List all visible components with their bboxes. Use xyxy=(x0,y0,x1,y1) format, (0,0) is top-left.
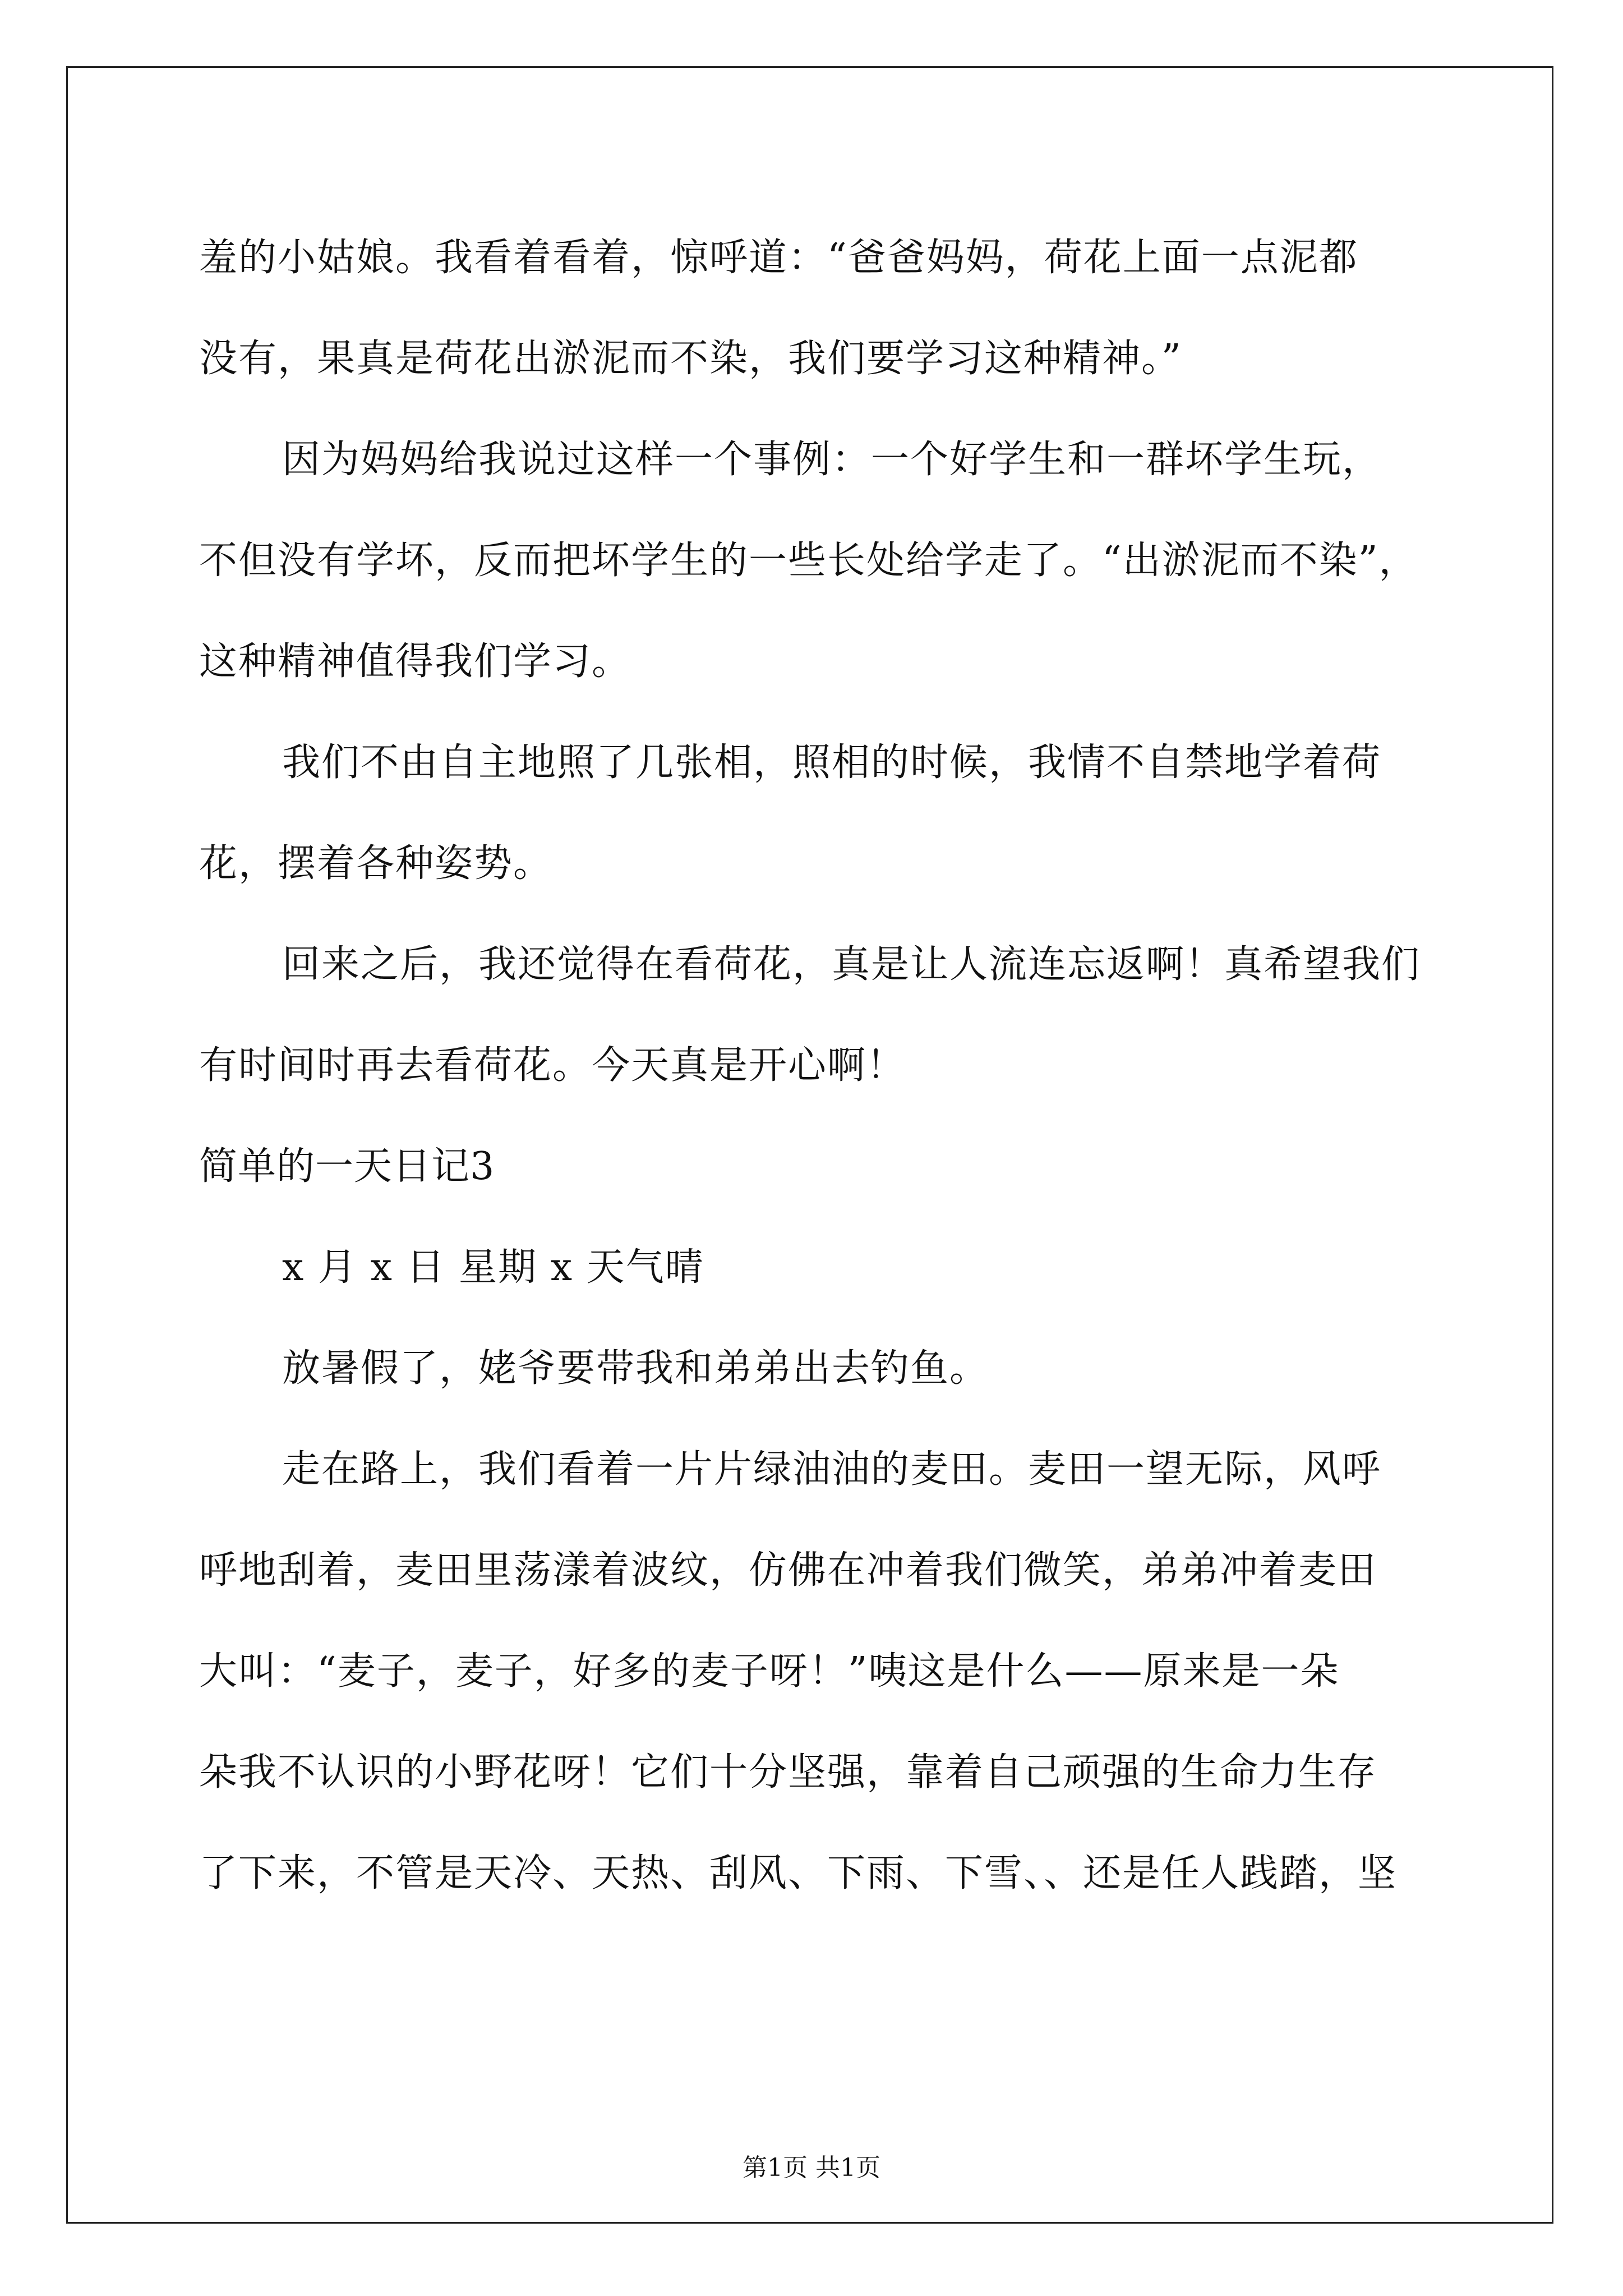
text-line: 大叫：“麦子，麦子，好多的麦子呀！”咦这是什么——原来是一朵 xyxy=(199,1649,1340,1694)
paragraph-start-line: 回来之后，我还觉得在看荷花，真是让人流连忘返啊！真希望我们 xyxy=(282,942,1421,987)
text-line: 没有，果真是荷花出淤泥而不染，我们要学习这种精神。” xyxy=(199,337,1182,381)
paragraph-start-line: 因为妈妈给我说过这样一个事例：一个好学生和一群坏学生玩， xyxy=(282,438,1382,482)
text-line: 羞的小姑娘。我看着看着，惊呼道：“爸爸妈妈，荷花上面一点泥都 xyxy=(199,236,1358,280)
paragraph-start-line: 我们不由自主地照了几张相，照相的时候，我情不自禁地学着荷 xyxy=(282,740,1382,785)
document-body xyxy=(199,208,1433,1924)
text-line: 呼地刮着，麦田里荡漾着波纹，仿佛在冲着我们微笑，弟弟冲着麦田 xyxy=(199,1548,1377,1593)
paragraph-start-line: 放暑假了，姥爷要带我和弟弟出去钓鱼。 xyxy=(282,1346,989,1391)
section-heading: 简单的一天日记3 xyxy=(199,1144,495,1189)
text-line: 不但没有学坏，反而把坏学生的一些长处给学走了。“出淤泥而不染”， xyxy=(199,539,1418,583)
text-line: 这种精神值得我们学习。 xyxy=(199,639,631,684)
page-number-footer: 第1页 共1页 xyxy=(743,2154,880,2182)
text-line: 有时间时再去看荷花。今天真是开心啊！ xyxy=(199,1043,906,1088)
text-line: 花，摆着各种姿势。 xyxy=(199,841,553,886)
diary-date-line: x 月 x 日 星期 x 天气晴 xyxy=(282,1245,704,1290)
text-line: 朵我不认识的小野花呀！它们十分坚强，靠着自己顽强的生命力生存 xyxy=(199,1750,1377,1795)
text-line: 了下来，不管是天冷、天热、刮风、下雨、下雪、、还是任人践踏，坚 xyxy=(199,1851,1398,1895)
paragraph-start-line: 走在路上，我们看着一片片绿油油的麦田。麦田一望无际，风呼 xyxy=(282,1447,1382,1492)
